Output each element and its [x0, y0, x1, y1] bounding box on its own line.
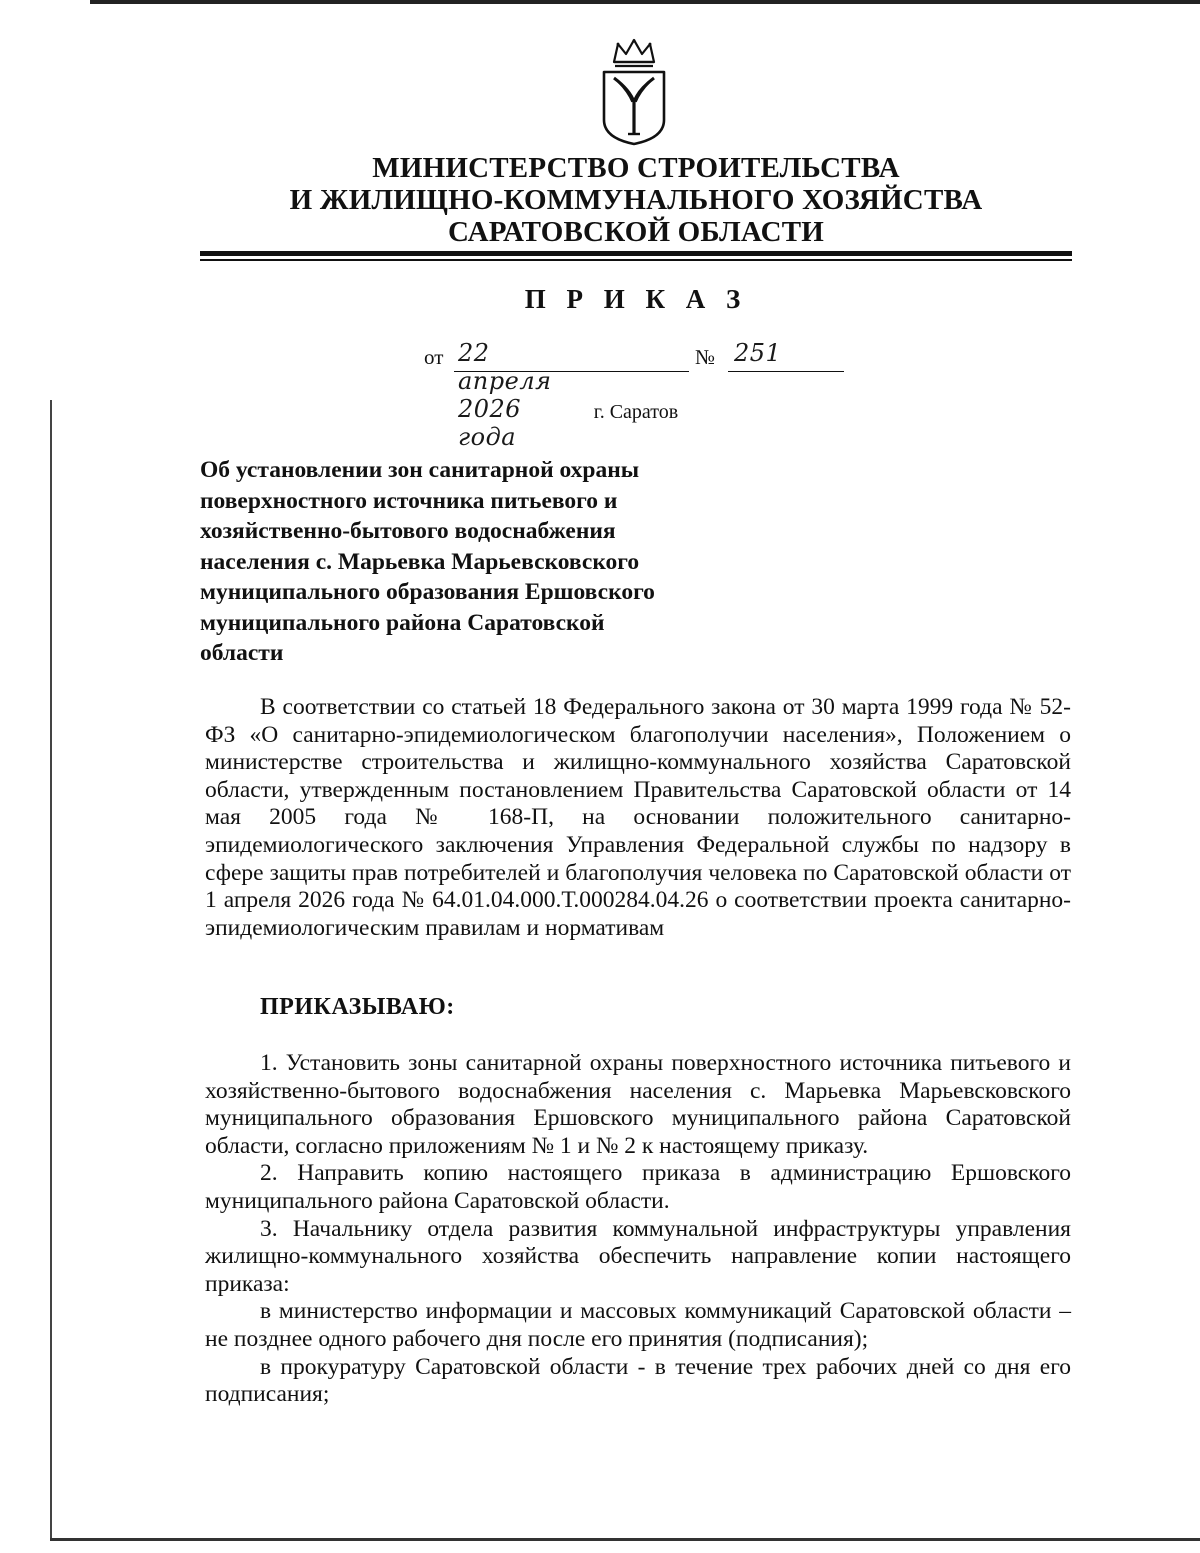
- order-date-handwritten: 22 апреля 2026 года: [458, 339, 552, 451]
- subject-line: муниципального образования Ершовского: [200, 579, 655, 605]
- order-item-1: 1. Установить зоны санитарной охраны поверхностного источника питьевого и хозяйственно-бытового водоснабжения населения с. Марьевка Марьевсковского муниципального образования Ершовского муниципального района Саратовской области, согласно приложениям № 1 и № 2 к настоящему приказу.: [205, 1050, 1071, 1159]
- date-prefix: от: [424, 345, 444, 369]
- order-subject: [200, 455, 720, 669]
- scan-edge-top: [90, 0, 1200, 4]
- order-items: [205, 1050, 1071, 1409]
- subject-line: Об установлении зон санитарной охраны: [200, 457, 640, 483]
- ministry-line-1: МИНИСТЕРСТВО СТРОИТЕЛЬСТВА: [372, 152, 900, 184]
- coat-of-arms-icon: [600, 38, 668, 146]
- subject-line: области: [200, 640, 284, 666]
- number-prefix: №: [695, 345, 716, 369]
- header-rule-thin: [200, 259, 1072, 261]
- preamble-block: [205, 694, 1071, 942]
- subject-line: населения с. Марьевка Марьевсковского: [200, 548, 640, 575]
- order-title: П Р И К А З: [524, 284, 748, 314]
- ministry-header: [200, 152, 1072, 248]
- decree-heading: ПРИКАЗЫВАЮ:: [260, 994, 455, 1020]
- city: г. Саратов: [593, 401, 679, 423]
- subject-line: поверхностного источника питьевого и: [200, 487, 618, 514]
- ministry-line-2: И ЖИЛИЩНО-КОММУНАЛЬНОГО ХОЗЯЙСТВА: [289, 184, 983, 216]
- subject-line: хозяйственно-бытового водоснабжения: [200, 518, 616, 544]
- ministry-line-3: САРАТОВСКОЙ ОБЛАСТИ: [447, 216, 825, 248]
- subject-line: муниципального района Саратовской: [200, 609, 605, 636]
- header-rule-thick: [200, 251, 1072, 256]
- number-underline: [728, 371, 844, 372]
- preamble-paragraph: В соответствии со статьей 18 Федерального закона от 30 марта 1999 года № 52-ФЗ «О санитарно-эпидемиологическом благополучии населения», Положением о министерстве строительства и жилищно-коммунального хозяйства Саратовской области, утвержденным постановлением Правительства Саратовской области от 14 мая 2005 года № 168-П, на основании положительного санитарно-эпидемиологического заключения Управления Федеральной службы по надзору в сфере защиты прав потребителей и благополучия человека по Саратовской области от 1 апреля 2026 года № 64.01.04.000.Т.000284.04.26 о соответствии проекта санитарно-эпидемиологическим правилам и нормативам: [205, 694, 1071, 941]
- order-item-2: 2. Направить копию настоящего приказа в администрацию Ершовского муниципального района Саратовской области.: [205, 1160, 1071, 1214]
- order-item-3: 3. Начальнику отдела развития коммунальной инфраструктуры управления жилищно-коммунального хозяйства обеспечить направление копии настоящего приказа:: [205, 1215, 1071, 1297]
- order-number-handwritten: 251: [734, 339, 782, 367]
- order-item-3-ministry: в министерство информации и массовых коммуникаций Саратовской области – не позднее одного рабочего дня после его принятия (подписания);: [205, 1298, 1071, 1352]
- scan-edge-bottom: [50, 1538, 1200, 1541]
- scan-edge-left: [50, 400, 52, 1540]
- order-item-3-prosecutor: в прокуратуру Саратовской области - в течение трех рабочих дней со дня его подписания;: [205, 1353, 1071, 1408]
